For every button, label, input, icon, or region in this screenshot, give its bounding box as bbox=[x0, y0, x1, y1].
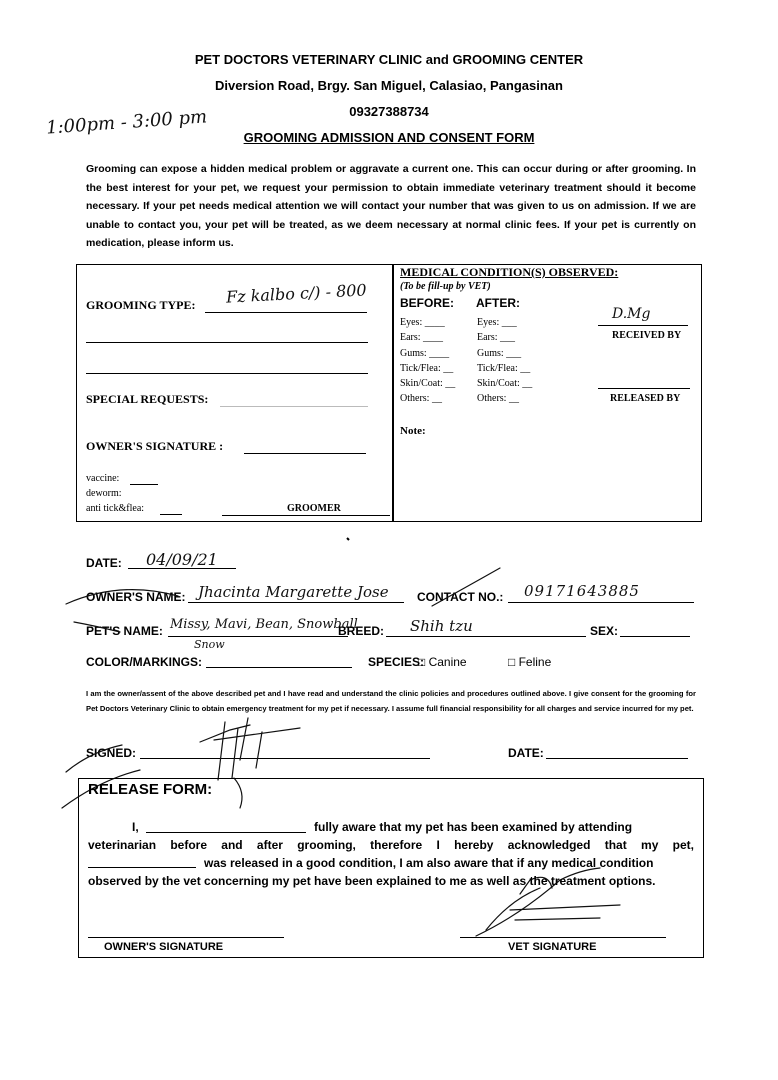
owner-name-arrow bbox=[66, 590, 178, 604]
after-label: AFTER: bbox=[476, 296, 520, 310]
pet-name-label: PET'S NAME: bbox=[86, 624, 163, 638]
before-item: Skin/Coat: __ bbox=[400, 378, 456, 390]
groomer-label: GROOMER bbox=[287, 503, 341, 514]
owner-signature-release-label: OWNER'S SIGNATURE bbox=[104, 941, 224, 953]
release-p4: observed by the vet concerning my pet have been explained to me as well as the treatment options. bbox=[88, 874, 656, 888]
contact-arrow bbox=[432, 568, 500, 606]
before-item: Others: __ bbox=[400, 393, 442, 405]
medical-title: MEDICAL CONDITION(S) OBSERVED: bbox=[400, 265, 619, 279]
intro-paragraph: Grooming can expose a hidden medical problem or aggravate a current one. This can occur during or after grooming. In the best interest for your pet, we request your permission to obtain immediate veterinary treatment should it become necessary. If your pet needs medical attention we will contact your number that was given to us on admission. If we are unable to contact you, your pet will be treated, as we deem necessary at normal clinic fees. If your pet is currently on medication, please inform us. bbox=[86, 163, 696, 249]
vet-signature-line[interactable] bbox=[460, 937, 666, 938]
feline-option[interactable]: □ Feline bbox=[508, 655, 552, 669]
contact-label: CONTACT NO.: bbox=[417, 590, 504, 604]
after-item: Skin/Coat: __ bbox=[477, 378, 533, 390]
owner-name-label: OWNER'S NAME: bbox=[86, 590, 186, 604]
received-by-label: RECEIVED BY bbox=[612, 330, 682, 341]
note-label: Note: bbox=[400, 425, 426, 437]
release-p2: veterinarian before and after grooming, therefore I hereby acknowledged that my pet, bbox=[88, 838, 694, 852]
contact-value: 09171643885 bbox=[524, 582, 640, 600]
clinic-phone: 09327388734 bbox=[349, 104, 429, 119]
signed-arrow bbox=[66, 745, 122, 772]
before-item: Ears: ____ bbox=[400, 332, 444, 344]
handwritten-time: 1:00pm - 3:00 pm bbox=[45, 106, 208, 139]
pet-name-arrow bbox=[74, 622, 120, 632]
vet-signature-label: VET SIGNATURE bbox=[508, 941, 597, 953]
date-value: 04/09/21 bbox=[146, 550, 218, 569]
grooming-type-label: GROOMING TYPE: bbox=[86, 298, 196, 312]
release-p3: was released in a good condition, I am also aware that if any medical condition bbox=[204, 856, 654, 870]
release-pet-line[interactable] bbox=[88, 867, 196, 868]
species-label: SPECIES: bbox=[368, 655, 425, 669]
deworm-label: deworm: bbox=[86, 488, 122, 499]
anti-tick-label: anti tick&flea: bbox=[86, 503, 145, 514]
after-item: Ears: ___ bbox=[477, 332, 516, 344]
sex-label: SEX: bbox=[590, 624, 619, 638]
owner-name-value: Jhacinta Margarette Jose bbox=[198, 583, 389, 601]
breed-value: Shih tzu bbox=[410, 617, 473, 635]
release-i-label: I, bbox=[132, 820, 139, 834]
received-by-value: D.Mg bbox=[612, 306, 651, 322]
before-item: Gums: ____ bbox=[400, 347, 450, 359]
vaccine-label: vaccine: bbox=[86, 473, 120, 484]
owner-signature-release-line[interactable] bbox=[88, 937, 284, 938]
after-item: Tick/Flea: __ bbox=[477, 362, 531, 374]
owner-signature-label: OWNER'S SIGNATURE : bbox=[86, 439, 224, 453]
stray-mark bbox=[347, 538, 349, 540]
consent-paragraph: I am the owner/assent of the above described pet and I have read and understand the clinic policies and procedures outlined above. I give consent for the grooming for Pet Doctors Veterinary Clinic to obtain emergency treatment for my pet if necessary. I assume full financial responsibility for all charges and service incurred for my pet. bbox=[86, 689, 696, 713]
before-item: Tick/Flea: __ bbox=[400, 362, 454, 374]
form-title: GROOMING ADMISSION AND CONSENT FORM bbox=[243, 130, 535, 145]
clinic-name: PET DOCTORS VETERINARY CLINIC and GROOMING CENTER bbox=[194, 52, 584, 67]
release-title: RELEASE FORM: bbox=[88, 781, 213, 798]
after-item: Others: __ bbox=[477, 393, 519, 405]
signed-label: SIGNED: bbox=[86, 746, 137, 760]
color-label: COLOR/MARKINGS: bbox=[86, 655, 202, 669]
release-p1: fully aware that my pet has been examined by attending bbox=[314, 820, 633, 834]
signed-date-label: DATE: bbox=[508, 746, 544, 760]
before-label: BEFORE: bbox=[400, 296, 454, 310]
after-item: Eyes: ___ bbox=[477, 317, 517, 328]
owner-signature-scribble bbox=[200, 718, 300, 780]
released-by-label: RELEASED BY bbox=[610, 393, 681, 404]
pet-name-extra: Snow bbox=[194, 638, 225, 651]
grooming-type-value[interactable]: Fz kalbo c/) - 800 bbox=[225, 280, 368, 307]
release-name-line[interactable] bbox=[146, 832, 306, 833]
special-requests-label: SPECIAL REQUESTS: bbox=[86, 392, 209, 406]
canine-option[interactable]: □ Canine bbox=[418, 655, 467, 669]
clinic-address: Diversion Road, Brgy. San Miguel, Calasiao, Pangasinan bbox=[215, 78, 563, 93]
medical-subtitle: (To be fill-up by VET) bbox=[400, 281, 491, 292]
breed-label: BREED: bbox=[338, 624, 385, 638]
after-item: Gums: ___ bbox=[477, 347, 522, 359]
before-item: Eyes: ____ bbox=[400, 317, 445, 328]
date-label: DATE: bbox=[86, 556, 122, 570]
pet-name-value: Missy, Mavi, Bean, Snowball bbox=[170, 617, 358, 632]
